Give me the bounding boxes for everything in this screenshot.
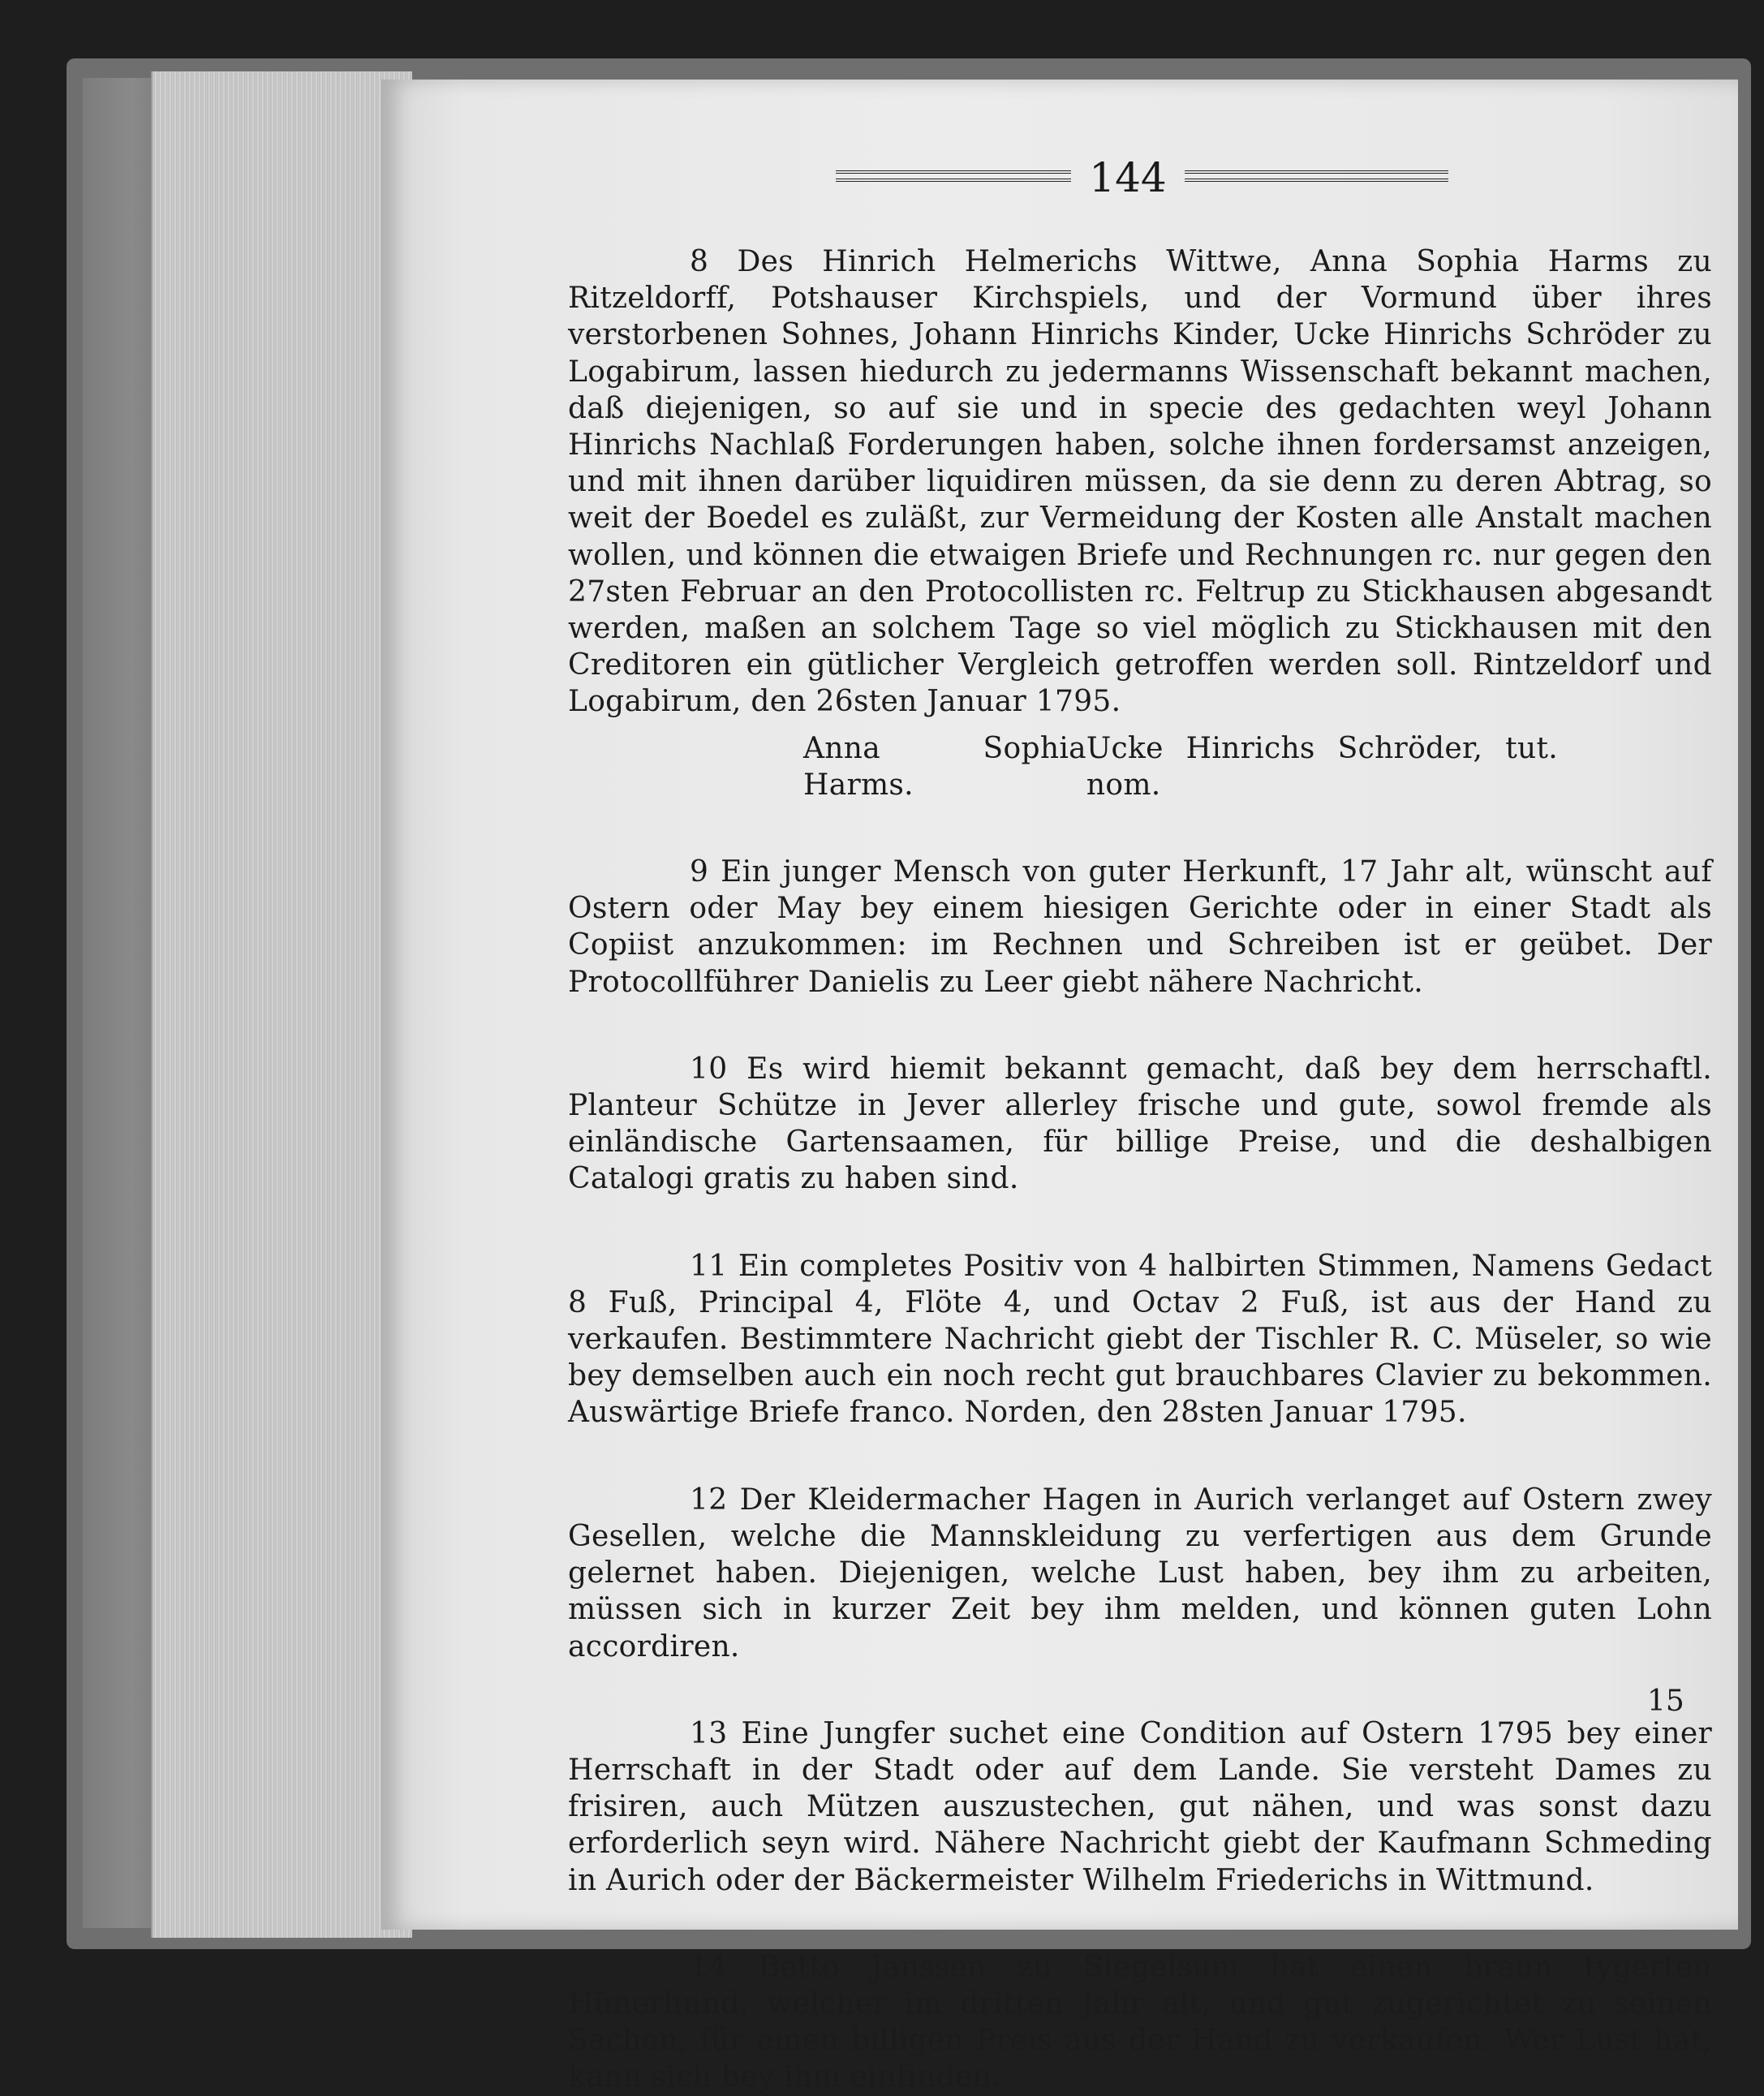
signature-right: Ucke Hinrichs Schröder, tut. nom. — [1086, 731, 1558, 802]
signature-left: Anna Sophia Harms. — [803, 731, 1086, 802]
notice-14: 14 Betto Janssen zu Siegelsum hat einen braun tygerten Hünerhund, welcher im dritten Jahr alt, und gut zugerichtet zu seinen Sachen, für einen billigen Preis aus der Hand zu verkaufen. Wer Lust hat, kann sich bey ihm einfinden. — [568, 1950, 1712, 2094]
catchword: 15 — [1647, 1685, 1684, 1718]
header-rule-left — [836, 170, 1071, 182]
page-edges — [151, 71, 412, 1938]
notice-12: 12 Der Kleidermacher Hagen in Aurich verlanget auf Ostern zwey Gesellen, welche die Mannskleidung zu verfertigen aus dem Grunde gelernet haben. Diejenigen, welche Lust haben, bey ihm zu arbeiten, müssen sich in kurzer Zeit bey ihm melden, und können guten Lohn accordiren. — [568, 1483, 1712, 1663]
notice-10: 10 Es wird hiemit bekannt gemacht, daß bey dem herrschaftl. Planteur Schütze in Jever allerley frische und gute, sowol fremde als einländische Gartensaamen, für billige Preise, und die deshalbigen Catalogi gratis zu haben sind. — [568, 1052, 1712, 1196]
page-number: 144 — [1089, 154, 1167, 201]
header-rule-right — [1185, 170, 1448, 182]
page-body — [568, 243, 1712, 2096]
notice-9: 9 Ein junger Mensch von guter Herkunft, 17 Jahr alt, wünscht auf Ostern oder May bey einem hiesigen Gerichte oder in einer Stadt als Copiist anzukommen: im Rechnen und Schreiben ist er geübet. Der Protocollführer Danielis zu Leer giebt nähere Nachricht. — [568, 855, 1712, 999]
notice-11: 11 Ein completes Positiv von 4 halbirten Stimmen, Namens Gedact 8 Fuß, Principal 4, Flöte 4, und Octav 2 Fuß, ist aus der Hand zu verkaufen. Bestimmtere Nachricht giebt der Tischler R. C. Müseler, so wie bey demselben auch ein noch recht gut brauchbares Clavier zu bekommen. Auswärtige Briefe franco. Norden, den 28sten Januar 1795. — [568, 1249, 1712, 1430]
notice-8-signatures — [568, 730, 1712, 803]
page-header — [836, 154, 1452, 208]
notice-13: 13 Eine Jungfer suchet eine Condition auf Ostern 1795 bey einer Herrschaft in der Stadt oder auf dem Lande. Sie versteht Dames zu frisiren, auch Mützen auszustechen, gut nähen, und was sonst dazu erforderlich seyn wird. Nähere Nachricht giebt der Kaufmann Schmeding in Aurich oder der Bäckermeister Wilhelm Friederichs in Wittmund. — [568, 1716, 1712, 1897]
notice-8: 8 Des Hinrich Helmerichs Wittwe, Anna Sophia Harms zu Ritzeldorff, Potshauser Kirchspiels, und der Vormund über ihres verstorbenen Sohnes, Johann Hinrichs Kinder, Ucke Hinrichs Schröder zu Logabirum, lassen hiedurch zu jedermanns Wissenschaft bekannt machen, daß diejenigen, so auf sie und in specie des gedachten weyl Johann Hinrichs Nachlaß Forderungen haben, solche ihnen fordersamst anzeigen, und mit ihnen darüber liquidiren müssen, da sie denn zu deren Abtrag, so weit der Boedel es zuläßt, zur Vermeidung der Kosten alle Anstalt machen wollen, und können die etwaigen Briefe und Rechnungen rc. nur gegen den 27sten Februar an den Protocollisten rc. Feltrup zu Stickhausen abgesandt werden, maßen an solchem Tage so viel möglich zu Stickhausen mit den Creditoren ein gütlicher Vergleich getroffen werden soll. Rintzeldorf und Logabirum, den 26sten Januar 1795. — [568, 245, 1712, 719]
